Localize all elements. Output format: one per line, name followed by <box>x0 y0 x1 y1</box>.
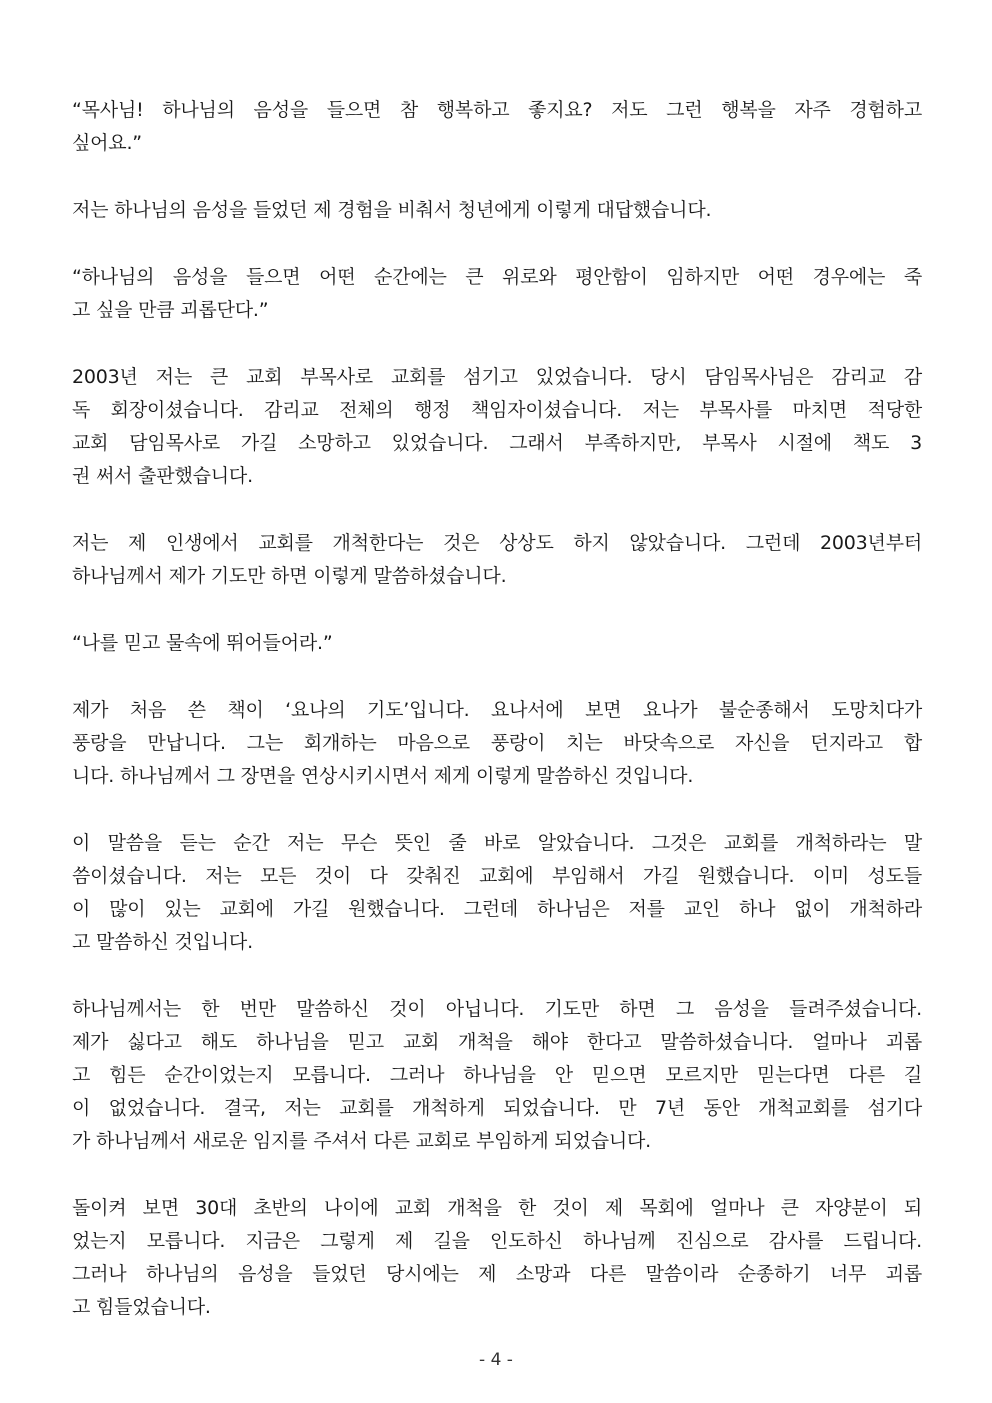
text-line: 돌이켜 보면 30대 초반의 나이에 교회 개척을 한 것이 제 목회에 얼마나 큰 자양분이 되 <box>72 1197 922 1219</box>
text-line: 독 회장이셨습니다. 감리교 전체의 행정 책임자이셨습니다. 저는 부목사를 마치면 적당한 <box>72 399 922 421</box>
text-line: 그러나 하나님의 음성을 들었던 당시에는 제 소망과 다른 말씀이라 순종하기 너무 괴롭 <box>72 1263 922 1285</box>
text-line: 권 써서 출판했습니다. <box>72 465 253 487</box>
text-line: 니다. 하나님께서 그 장면을 연상시키시면서 제게 이렇게 말씀하신 것입니다. <box>72 765 694 787</box>
text-line: 이 말씀을 듣는 순간 저는 무슨 뜻인 줄 바로 알았습니다. 그것은 교회를 개척하라는 말 <box>72 832 922 854</box>
paragraph <box>72 361 922 493</box>
paragraph <box>72 694 922 793</box>
text-line: “목사님! 하나님의 음성을 들으면 참 행복하고 좋지요? 저도 그런 행복을 자주 경험하고 <box>72 99 922 121</box>
text-line: 교회 담임목사로 가길 소망하고 있었습니다. 그래서 부족하지만, 부목사 시절에 책도 3 <box>72 432 922 454</box>
paragraph <box>72 94 922 160</box>
paragraph <box>72 827 922 959</box>
paragraph <box>72 261 922 327</box>
text-line: 고 말씀하신 것입니다. <box>72 931 253 953</box>
text-line: 하나님께서는 한 번만 말씀하신 것이 아닙니다. 기도만 하면 그 음성을 들려주셨습니다. <box>72 998 922 1020</box>
document-body <box>72 94 922 1358</box>
text-line: “하나님의 음성을 들으면 어떤 순간에는 큰 위로와 평안함이 임하지만 어떤 경우에는 죽 <box>72 266 922 288</box>
text-line: 저는 하나님의 음성을 들었던 제 경험을 비춰서 청년에게 이렇게 대답했습니다. <box>72 199 712 221</box>
text-line: 제가 싫다고 해도 하나님을 믿고 교회 개척을 해야 한다고 말씀하셨습니다. 얼마나 괴롭 <box>72 1031 922 1053</box>
text-line: 이 없었습니다. 결국, 저는 교회를 개척하게 되었습니다. 만 7년 동안 개척교회를 섬기다 <box>72 1097 922 1119</box>
text-line: 고 힘든 순간이었는지 모릅니다. 그러나 하나님을 안 믿으면 모르지만 믿는다면 다른 길 <box>72 1064 922 1086</box>
page-number: - 4 - <box>479 1350 513 1370</box>
paragraph <box>72 1192 922 1324</box>
paragraph <box>72 627 922 660</box>
text-line: 풍랑을 만납니다. 그는 회개하는 마음으로 풍랑이 치는 바닷속으로 자신을 던지라고 합 <box>72 732 922 754</box>
text-line: 씀이셨습니다. 저는 모든 것이 다 갖춰진 교회에 부임해서 가길 원했습니다. 이미 성도들 <box>72 865 922 887</box>
text-line: 제가 처음 쓴 책이 ‘요나의 기도’입니다. 요나서에 보면 요나가 불순종해서 도망치다가 <box>72 699 922 721</box>
text-line: 고 싶을 만큼 괴롭단다.” <box>72 299 269 321</box>
text-line: 하나님께서 제가 기도만 하면 이렇게 말씀하셨습니다. <box>72 565 507 587</box>
text-line: 었는지 모릅니다. 지금은 그렇게 제 길을 인도하신 하나님께 진심으로 감사를 드립니다. <box>72 1230 922 1252</box>
text-line: 이 많이 있는 교회에 가길 원했습니다. 그런데 하나님은 저를 교인 하나 없이 개척하라 <box>72 898 922 920</box>
paragraph <box>72 527 922 593</box>
paragraph <box>72 993 922 1158</box>
text-line: 저는 제 인생에서 교회를 개척한다는 것은 상상도 하지 않았습니다. 그런데 2003년부터 <box>72 532 922 554</box>
paragraph <box>72 194 922 227</box>
text-line: 싶어요.” <box>72 132 142 154</box>
text-line: 2003년 저는 큰 교회 부목사로 교회를 섬기고 있었습니다. 당시 담임목사님은 감리교 감 <box>72 366 922 388</box>
text-line: 고 힘들었습니다. <box>72 1296 211 1318</box>
text-line: “나를 믿고 물속에 뛰어들어라.” <box>72 632 333 654</box>
text-line: 가 하나님께서 새로운 임지를 주셔서 다른 교회로 부임하게 되었습니다. <box>72 1130 652 1152</box>
